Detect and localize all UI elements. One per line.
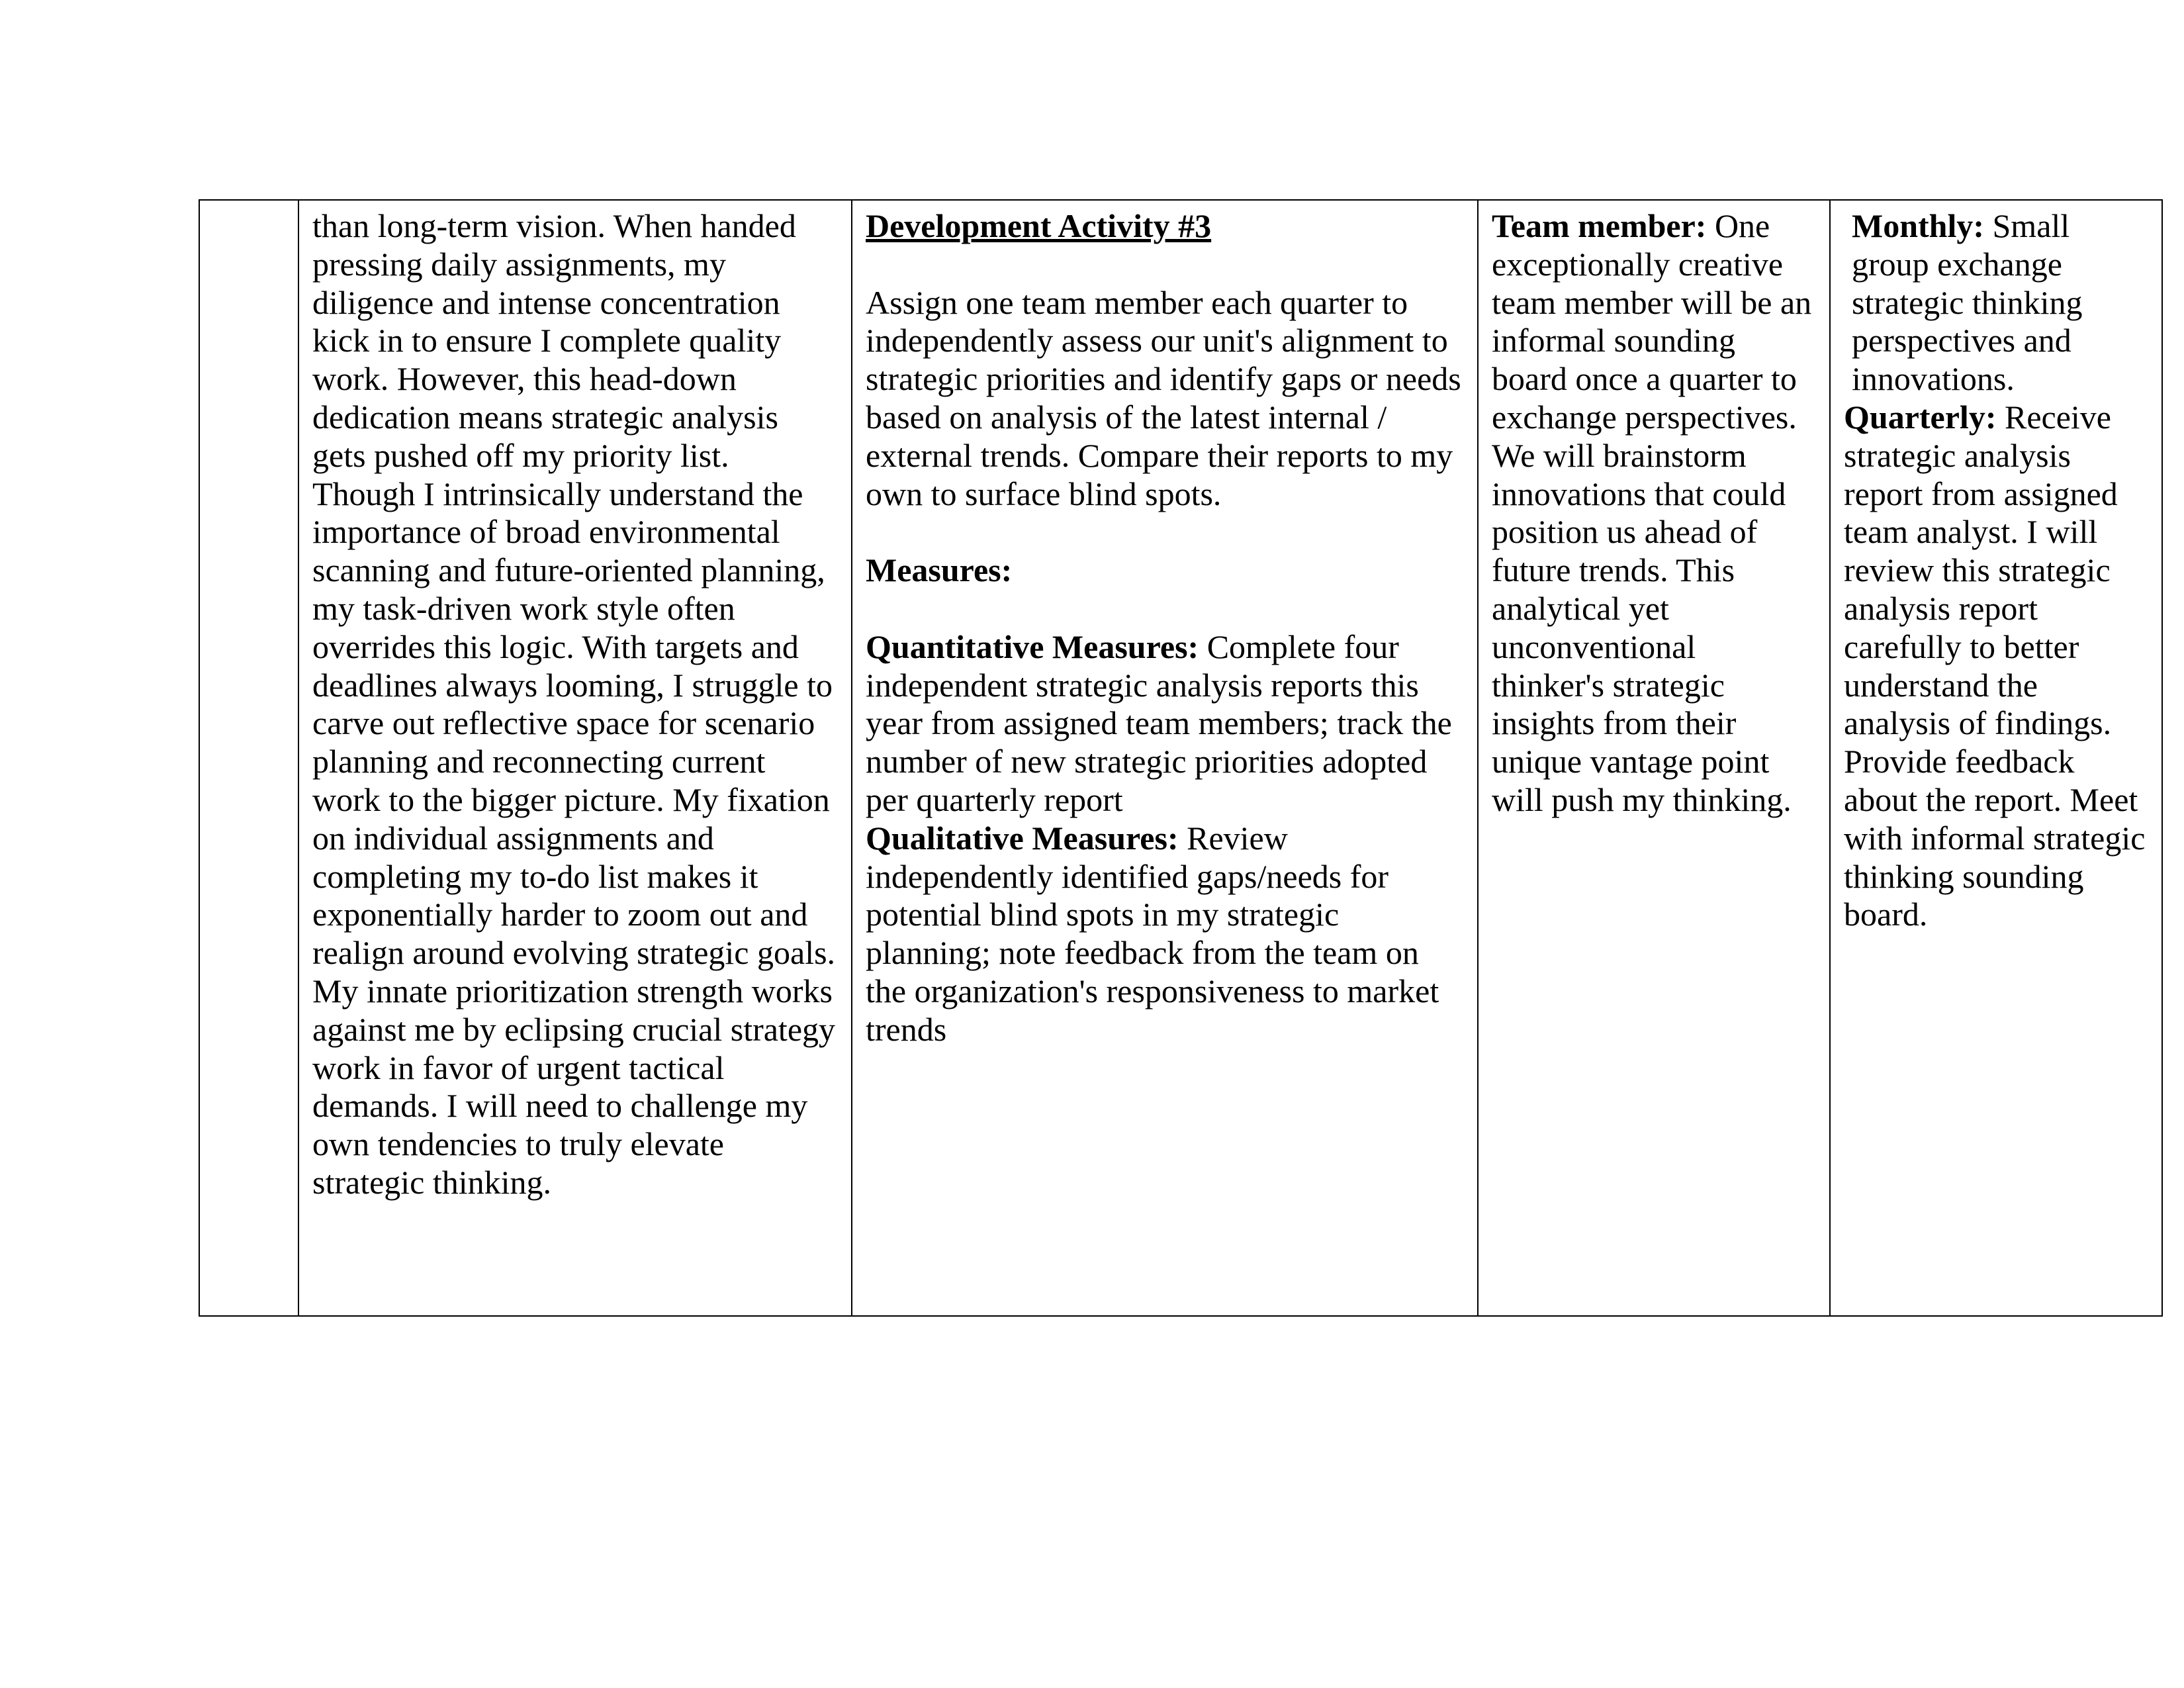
monthly-paragraph bbox=[1844, 207, 2148, 399]
activity-spacer bbox=[866, 246, 1464, 284]
team-member-text: One exceptionally creative team member will be an informal sounding board once a quarter to exchange perspectives. We will brainstorm innovations that could position us ahead of future trends. This analytical yet unconventional thinker's strategic insights from their unique vantage point will push my thinking. bbox=[1492, 207, 1820, 818]
measures-heading: Measures: bbox=[866, 551, 1013, 589]
timeline-cell bbox=[1830, 200, 2162, 1316]
monthly-label: Monthly: bbox=[1852, 207, 1984, 244]
weakness-description-cell bbox=[298, 200, 852, 1316]
quarterly-text: Receive strategic analysis report from assigned team analyst. I will review this strategic analysis report carefully to better understand the analysis of findings. Provide feedback about the report. Meet with informal strategic thinking sounding board. bbox=[1844, 398, 2154, 933]
development-activity-cell bbox=[852, 200, 1478, 1316]
resources-cell bbox=[1478, 200, 1830, 1316]
development-plan-table bbox=[199, 199, 2163, 1317]
quantitative-measures-text: Complete four independent strategic analysis reports this year from assigned team members; track the number of new strategic priorities adopted per quarterly report bbox=[866, 628, 1461, 818]
quarterly-label: Quarterly: bbox=[1844, 398, 1997, 436]
qualitative-measures-paragraph bbox=[866, 820, 1464, 1049]
qualitative-measures-label: Qualitative Measures: bbox=[866, 819, 1179, 857]
activity-spacer bbox=[866, 513, 1464, 551]
weakness-description-text: than long-term vision. When handed pressing daily assignments, my diligence and intense concentration kick in to ensure I complete quality work. However, this head-down dedication means strategic analysis gets pushed off my priority list. Though I intrinsically understand the importance of broad environmental scanning and future-oriented planning, my task-driven work style often overrides this logic. With targets and deadlines always looming, I struggle to carve out reflective space for scenario planning and reconnecting current work to the bigger picture. My fixation on individual assignments and completing my to-do list makes it exponentially harder to zoom out and realign around evolving strategic goals. My innate prioritization strength works against me by eclipsing crucial strategy work in favor of urgent tactical demands. I will need to challenge my own tendencies to truly elevate strategic thinking. bbox=[312, 207, 844, 1201]
empty-first-column-cell bbox=[199, 200, 298, 1316]
qualitative-measures-text: Review independently identified gaps/needs for potential blind spots in my strategic planning; note feedback from the team on the organization's responsiveness to market trends bbox=[866, 819, 1447, 1048]
quantitative-measures-label: Quantitative Measures: bbox=[866, 628, 1199, 665]
activity-description: Assign one team member each quarter to independently assess our unit's alignment to strategic priorities and identify gaps or needs based on analysis of the latest internal / external trends. Compare their reports to my own to surface blind spots. bbox=[866, 283, 1470, 512]
quantitative-measures-paragraph bbox=[866, 628, 1464, 820]
quarterly-paragraph bbox=[1844, 398, 2154, 934]
activity-spacer bbox=[866, 590, 1464, 628]
team-member-label: Team member: bbox=[1492, 207, 1707, 244]
development-activity-heading: Development Activity #3 bbox=[866, 207, 1212, 244]
monthly-text: Small group exchange strategic thinking perspectives and innovations. bbox=[1852, 207, 2091, 398]
table-row bbox=[199, 200, 2162, 1316]
